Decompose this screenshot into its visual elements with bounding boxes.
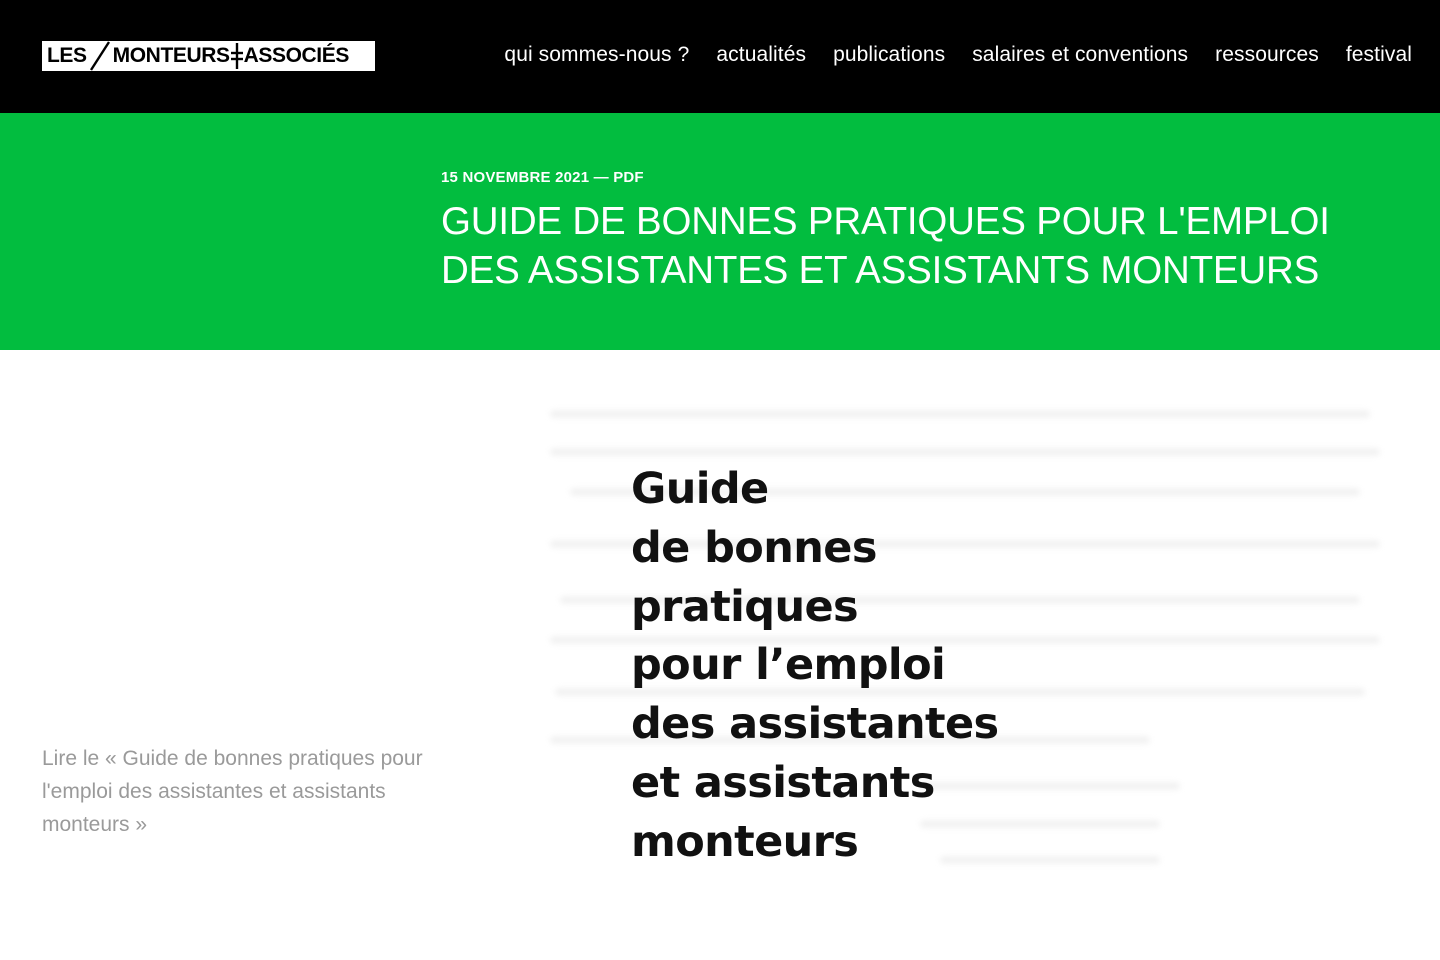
- cover-line: monteurs: [631, 816, 859, 867]
- read-guide-link[interactable]: Lire le « Guide de bonnes pratiques pour l'emploi des assistantes et assistants monteurs »: [42, 747, 423, 836]
- cover-line: pour l’emploi: [631, 640, 946, 691]
- ghost-line: [550, 448, 1380, 456]
- pdf-cover-title: [631, 460, 999, 872]
- logo-text-monteurs: MONTEURS: [112, 44, 230, 67]
- article-hero: [0, 113, 1440, 350]
- pdf-cover-preview[interactable]: [540, 400, 1390, 880]
- cover-line: pratiques: [631, 581, 859, 632]
- article-title: GUIDE DE BONNES PRATIQUES POUR L'EMPLOI DES ASSISTANTES ET ASSISTANTS MONTEURS: [441, 200, 1330, 292]
- logo-text-les: LES: [47, 44, 87, 67]
- logo-text-associes: ASSOCIÉS: [243, 44, 349, 67]
- ghost-line: [550, 410, 1370, 418]
- nav-link-ressources[interactable]: ressources: [1215, 43, 1319, 66]
- site-header: [0, 0, 1440, 113]
- nav-link-publications[interactable]: publications: [833, 43, 946, 66]
- main-nav: [504, 40, 1412, 70]
- nav-link-qui-sommes-nous[interactable]: qui sommes-nous ?: [504, 43, 690, 66]
- logo-slash-icon: [87, 41, 113, 71]
- cover-line: de bonnes: [631, 522, 877, 573]
- article-meta: 15 NOVEMBRE 2021 — PDF: [441, 169, 644, 186]
- cover-line: des assistantes: [631, 699, 999, 750]
- nav-link-actualites[interactable]: actualités: [716, 43, 807, 66]
- site-logo[interactable]: [42, 41, 375, 71]
- nav-link-festival[interactable]: festival: [1345, 43, 1412, 66]
- cover-line: et assistants: [631, 757, 935, 808]
- logo-equals-icon: [230, 41, 244, 71]
- cover-line: Guide: [631, 464, 769, 514]
- nav-link-salaires-conventions[interactable]: salaires et conventions: [972, 43, 1189, 66]
